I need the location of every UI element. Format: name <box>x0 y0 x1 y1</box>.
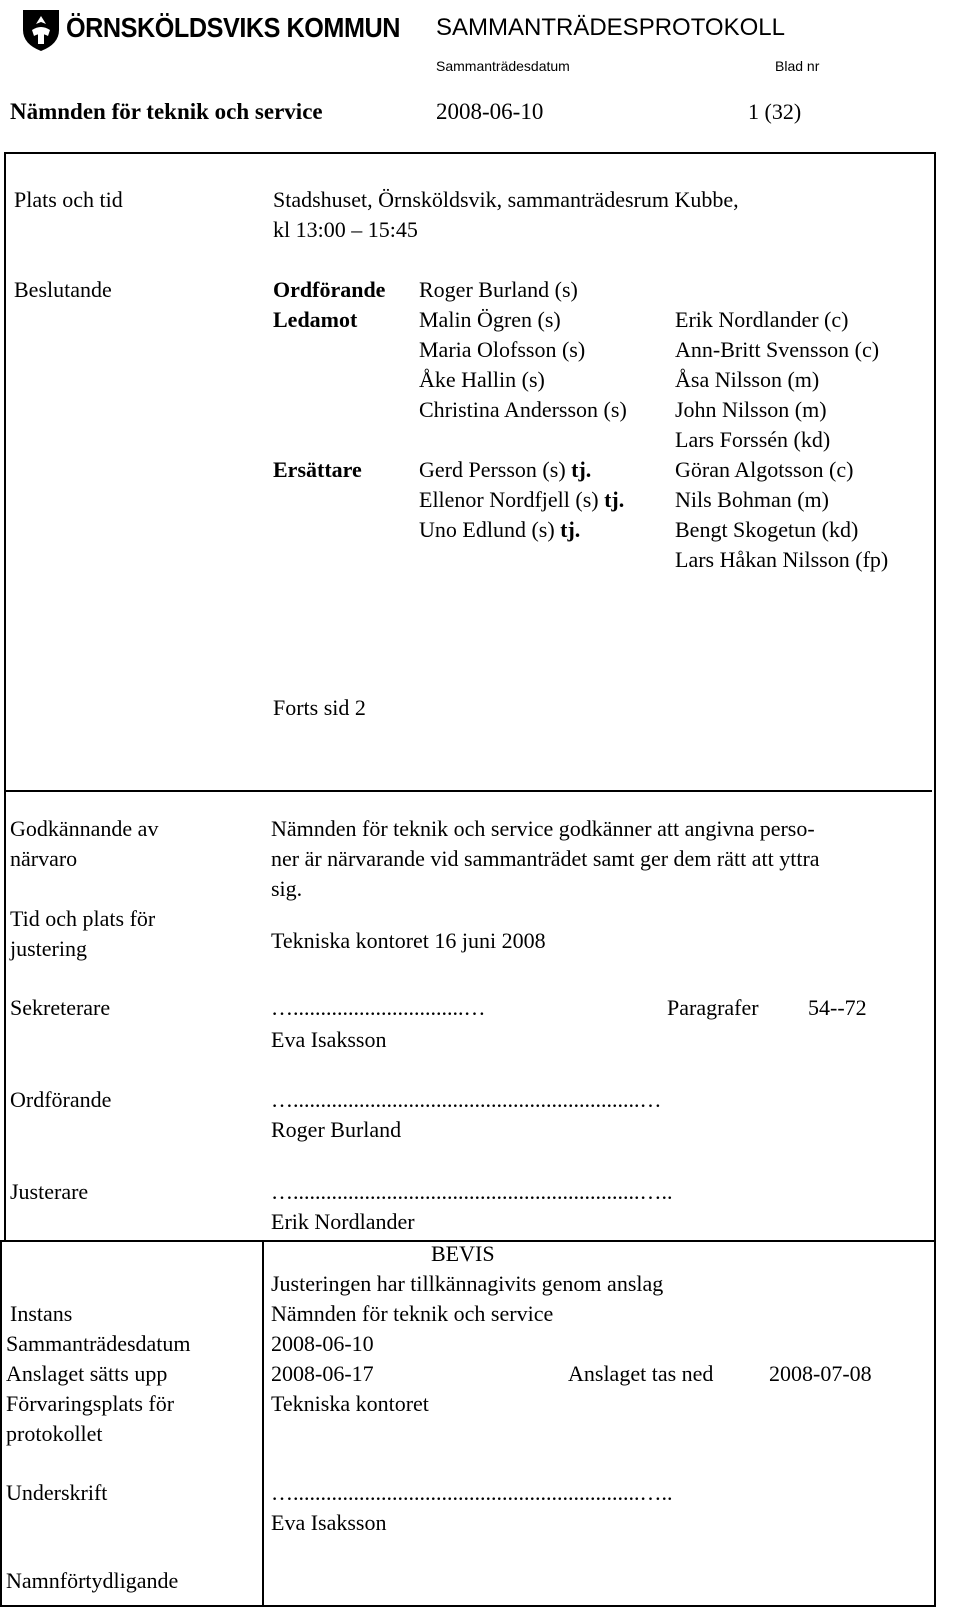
meeting-date-label: Sammanträdesdatum <box>6 1331 191 1356</box>
chair-name: Roger Burland (s) <box>419 277 578 302</box>
storage-label: protokollet <box>6 1421 103 1446</box>
date-label: Sammanträdesdatum <box>436 58 570 74</box>
signature-line: …...............................................................….. <box>271 1480 673 1505</box>
approval-text: sig. <box>271 876 303 901</box>
posted-label: Anslaget sätts upp <box>6 1361 168 1386</box>
proof-column-divider <box>262 1240 264 1605</box>
storage-value: Tekniska kontoret <box>271 1391 429 1416</box>
service-tag: tj. <box>560 517 581 542</box>
adjuster-label: Justerare <box>10 1179 89 1204</box>
adjuster-signature-line: …...............................................................….. <box>271 1179 673 1204</box>
member-name: Erik Nordlander (c) <box>675 307 849 332</box>
adjust-value: Tekniska kontoret 16 juni 2008 <box>271 928 546 953</box>
place-line2: kl 13:00 – 15:45 <box>273 217 418 242</box>
member-name: Christina Andersson (s) <box>419 397 627 422</box>
approval-label: Godkännande av <box>10 816 159 841</box>
approval-text: Nämnden för teknik och service godkänner att angivna perso- <box>271 816 815 841</box>
adjuster-name: Erik Nordlander <box>271 1209 415 1234</box>
substitute-entry <box>419 485 624 515</box>
substitute-name: Gerd Persson (s) <box>419 457 566 482</box>
meeting-date: 2008-06-10 <box>436 99 544 124</box>
member-name: Lars Forssén (kd) <box>675 427 831 452</box>
instance-value: Nämnden för teknik och service <box>271 1301 554 1326</box>
paragraphs-label: Paragrafer <box>667 995 759 1020</box>
proof-subtitle: Justeringen har tillkännagivits genom anslag <box>271 1271 664 1296</box>
document-type: SAMMANTRÄDESPROTOKOLL <box>436 14 785 41</box>
member-name: Malin Ögren (s) <box>419 307 561 332</box>
continued-note: Forts sid 2 <box>273 695 366 720</box>
secretary-signature-line: …...............................… <box>271 995 486 1020</box>
instance-label: Instans <box>10 1301 73 1326</box>
substitute-name: Bengt Skogetun (kd) <box>675 517 859 542</box>
proof-title: BEVIS <box>431 1241 495 1266</box>
clarification-label: Namnförtydligande <box>6 1568 179 1593</box>
meeting-date-value: 2008-06-10 <box>271 1331 374 1356</box>
paragraphs-value: 54--72 <box>808 995 867 1020</box>
coat-of-arms-icon <box>20 6 62 52</box>
chair-role: Ordförande <box>273 277 386 302</box>
removed-label: Anslaget tas ned <box>568 1361 714 1386</box>
member-name: Maria Olofsson (s) <box>419 337 586 362</box>
page-label: Blad nr <box>775 58 820 74</box>
signature-name: Eva Isaksson <box>271 1510 387 1535</box>
municipality-name: ÖRNSKÖLDSVIKS KOMMUN <box>66 12 401 43</box>
adjust-label: Tid och plats för <box>10 906 156 931</box>
place-label: Plats och tid <box>14 187 123 212</box>
decision-label: Beslutande <box>14 277 112 302</box>
adjust-label: justering <box>10 936 87 961</box>
substitute-name: Nils Bohman (m) <box>675 487 829 512</box>
member-name: Åke Hallin (s) <box>419 367 545 392</box>
chair-signature-line: …...............................................................… <box>271 1087 662 1112</box>
substitute-name: Göran Algotsson (c) <box>675 457 854 482</box>
substitute-entry <box>419 515 580 545</box>
secretary-label: Sekreterare <box>10 995 111 1020</box>
service-tag: tj. <box>571 457 592 482</box>
substitute-name: Lars Håkan Nilsson (fp) <box>675 547 889 572</box>
substitute-name: Ellenor Nordfjell (s) <box>419 487 599 512</box>
service-tag: tj. <box>604 487 625 512</box>
substitute-entry <box>419 455 591 485</box>
member-name: John Nilsson (m) <box>675 397 827 422</box>
place-line1: Stadshuset, Örnsköldsvik, sammanträdesrum Kubbe, <box>273 187 739 212</box>
storage-label: Förvaringsplats för <box>6 1391 175 1416</box>
approval-label: närvaro <box>10 846 78 871</box>
removed-value: 2008-07-08 <box>769 1361 872 1386</box>
committee-name: Nämnden för teknik och service <box>10 99 323 124</box>
section-divider <box>4 790 932 792</box>
approval-text: ner är närvarande vid sammanträdet samt ger dem rätt att yttra <box>271 846 820 871</box>
member-name: Åsa Nilsson (m) <box>675 367 820 392</box>
substitute-role: Ersättare <box>273 457 362 482</box>
secretary-name: Eva Isaksson <box>271 1027 387 1052</box>
page-number: 1 (32) <box>748 99 802 124</box>
member-name: Ann-Britt Svensson (c) <box>675 337 880 362</box>
member-role: Ledamot <box>273 307 358 332</box>
chair-sign-label: Ordförande <box>10 1087 112 1112</box>
substitute-name: Uno Edlund (s) <box>419 517 555 542</box>
signature-label: Underskrift <box>6 1480 108 1505</box>
chair-sign-name: Roger Burland <box>271 1117 402 1142</box>
posted-value: 2008-06-17 <box>271 1361 374 1386</box>
